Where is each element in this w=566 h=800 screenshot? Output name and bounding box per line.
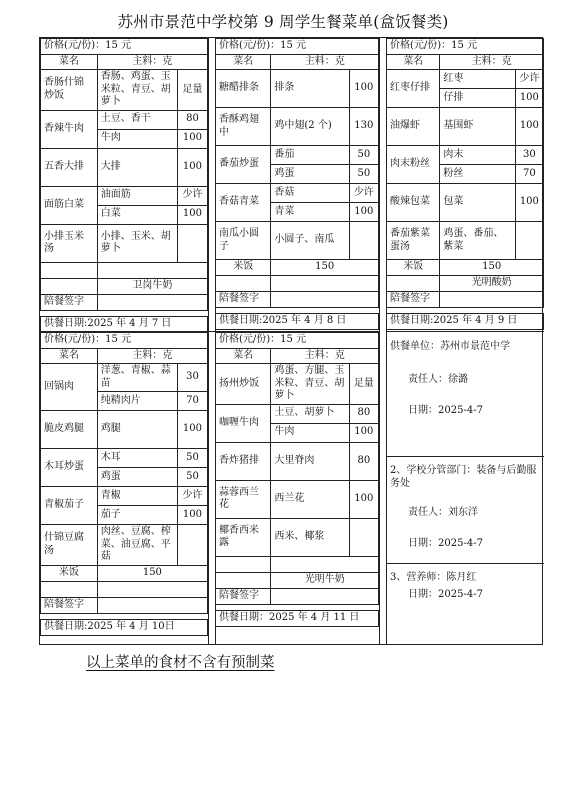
dish-row	[216, 146, 379, 165]
ingredient-qty: 100	[515, 108, 543, 146]
dish-row	[41, 487, 208, 506]
dish-name: 扬州炒饭	[216, 364, 271, 405]
day-block	[40, 38, 208, 333]
ingredient-qty	[349, 222, 378, 260]
dish-row	[387, 184, 544, 222]
drink-name: 卫岗牛奶	[97, 278, 207, 294]
day-menu-table	[215, 332, 379, 627]
dish-name: 糖醋排条	[216, 70, 271, 108]
tableware-signature-field	[97, 294, 207, 310]
dish-name: 酸辣包菜	[387, 184, 440, 222]
dish-row	[387, 108, 544, 146]
ingredient: 土豆、香干	[97, 110, 177, 129]
price-label: 价格(元/份)：15 元	[216, 39, 379, 55]
ingredient: 大排	[97, 148, 177, 186]
ingredient: 青椒	[97, 487, 177, 506]
ingredient: 小圆子、南瓜	[271, 222, 349, 260]
dish-name: 香肠什锦炒饭	[41, 70, 98, 111]
ingredient-qty: 80	[177, 110, 207, 129]
service-date: 供餐日期：2025 年 4 月 11 日	[216, 610, 379, 626]
column-divider	[208, 38, 209, 644]
drink-spacer	[41, 278, 98, 294]
tableware-signature-field	[271, 588, 379, 604]
ingredient-qty: 100	[515, 89, 543, 108]
ingredient: 鸡蛋、番茄、紫菜	[440, 222, 515, 260]
ingredients-header: 主料：克	[440, 54, 544, 70]
dish-row	[41, 449, 208, 468]
ingredient-qty: 100	[349, 70, 378, 108]
page-title: 苏州市景范中学校第 9 周学生餐菜单(盒饭餐类)	[117, 13, 449, 31]
dish-name: 油爆虾	[387, 108, 440, 146]
dish-row	[216, 70, 379, 108]
ingredient-qty: 足量	[177, 70, 207, 111]
ingredient-qty: 50	[349, 165, 378, 184]
drink-name	[271, 276, 379, 292]
ingredient-qty	[515, 222, 543, 260]
ingredient: 白菜	[97, 205, 177, 224]
dish-row	[387, 222, 544, 260]
ingredients-header: 主料：克	[271, 348, 379, 364]
ingredient: 肉丝、豆腐、榨菜、油豆腐、平菇	[97, 525, 177, 566]
supplier-date: 日期：2025-4-7	[408, 405, 483, 416]
tableware-signature-field	[271, 292, 379, 308]
service-date: 供餐日期:2025 年 4 月 9 日	[387, 314, 544, 330]
ingredient: 洋葱、青椒、蒜苗	[97, 364, 177, 392]
ingredient: 肉末	[440, 146, 515, 165]
rice-weight	[271, 556, 379, 572]
ingredient: 大里脊肉	[271, 442, 349, 480]
rice-label	[41, 262, 98, 278]
service-date: 供餐日期:2025 年 4 月 7 日	[41, 316, 208, 332]
rice-label: 米饭	[387, 260, 440, 276]
department-name: 2、学校分管部门：装备与后勤服务处	[390, 465, 537, 489]
ingredient-qty: 少许	[349, 184, 378, 203]
dish-row	[41, 110, 208, 129]
ingredient-qty: 70	[515, 165, 543, 184]
dish-row	[41, 411, 208, 449]
ingredient-qty	[177, 224, 207, 262]
menu-grid	[39, 37, 543, 645]
ingredients-header: 主料：克	[271, 54, 379, 70]
dish-row	[216, 108, 379, 146]
ingredient: 西米、椰浆	[271, 518, 349, 556]
dish-name: 青椒茄子	[41, 487, 98, 525]
ingredient-qty: 100	[349, 480, 378, 518]
dish-name: 什锦豆腐汤	[41, 525, 98, 566]
ingredient-qty: 80	[349, 442, 378, 480]
ingredient-qty: 100	[515, 184, 543, 222]
ingredient-qty	[349, 518, 378, 556]
ingredient: 青菜	[271, 203, 349, 222]
ingredient-qty: 少许	[515, 70, 543, 89]
ingredient: 排条	[271, 70, 349, 108]
rice-label: 米饭	[41, 565, 98, 581]
day-menu-table	[40, 38, 208, 333]
ingredients-header: 主料：克	[97, 54, 207, 70]
rice-label: 米饭	[216, 260, 271, 276]
ingredient: 油面筋	[97, 186, 177, 205]
day-menu-table	[215, 38, 379, 330]
dish-name-header: 菜名	[41, 348, 98, 364]
nutritionist-info	[390, 571, 540, 601]
rice-weight	[97, 262, 207, 278]
ingredient: 基围虾	[440, 108, 515, 146]
drink-name: 光明酸奶	[440, 276, 544, 292]
dish-name-header: 菜名	[387, 54, 440, 70]
row-divider	[386, 563, 544, 564]
ingredient: 小排、玉米、胡萝卜	[97, 224, 177, 262]
ingredient: 土豆、胡萝卜	[271, 404, 349, 423]
ingredient: 西兰花	[271, 480, 349, 518]
department-info	[390, 464, 540, 550]
day-block	[386, 38, 544, 330]
ingredient-qty	[177, 525, 207, 566]
ingredient-qty: 100	[349, 423, 378, 442]
ingredient: 香菇	[271, 184, 349, 203]
ingredient-qty: 100	[177, 129, 207, 148]
ingredient-qty: 50	[177, 449, 207, 468]
price-label: 价格(元/份)：15 元	[387, 39, 544, 55]
dish-name: 南瓜小圆子	[216, 222, 271, 260]
dish-row	[216, 442, 379, 480]
ingredient-qty: 70	[177, 392, 207, 411]
dish-row	[216, 480, 379, 518]
drink-spacer	[216, 276, 271, 292]
nutritionist-name: 3、营养师：陈月红	[390, 572, 477, 583]
ingredient-qty: 130	[349, 108, 378, 146]
dish-row	[41, 364, 208, 392]
dish-name: 面筋白菜	[41, 186, 98, 224]
ingredient: 香肠、鸡蛋、玉米粒、青豆、胡萝卜	[97, 70, 177, 111]
ingredient: 鸡蛋	[271, 165, 349, 184]
service-date: 供餐日期:2025 年 4 月 10日	[41, 619, 208, 635]
supplier-name: 供餐单位：苏州市景范中学	[390, 341, 510, 352]
ingredient-qty: 50	[349, 146, 378, 165]
rice-label	[216, 556, 271, 572]
footer-note: 以上菜单的食材不含有预制菜	[86, 655, 275, 671]
price-label: 价格(元/份)：15 元	[41, 333, 208, 349]
rice-weight: 150	[97, 565, 207, 581]
dish-row	[216, 222, 379, 260]
dish-row	[41, 148, 208, 186]
column-divider	[379, 38, 380, 644]
dish-row	[216, 404, 379, 423]
price-label: 价格(元/份)：15 元	[41, 39, 208, 55]
tableware-signature-label: 陪餐签字	[216, 292, 271, 308]
tableware-signature-field	[440, 292, 544, 308]
ingredient: 纯精肉片	[97, 392, 177, 411]
price-label: 价格(元/份)：15 元	[216, 333, 379, 349]
row-divider	[386, 456, 544, 457]
service-date: 供餐日期:2025 年 4 月 8 日	[216, 314, 379, 330]
ingredient-qty: 80	[349, 404, 378, 423]
ingredient-qty: 30	[177, 364, 207, 392]
rice-weight: 150	[440, 260, 544, 276]
dish-name-header: 菜名	[216, 54, 271, 70]
ingredient: 红枣	[440, 70, 515, 89]
day-block	[40, 332, 208, 636]
ingredient-qty: 50	[177, 468, 207, 487]
ingredient-qty: 100	[177, 148, 207, 186]
day-block	[215, 332, 379, 627]
dish-name: 香酥鸡翅中	[216, 108, 271, 146]
dish-row	[216, 184, 379, 203]
dish-name-header: 菜名	[41, 54, 98, 70]
dish-row	[41, 224, 208, 262]
dish-name: 番茄炒蛋	[216, 146, 271, 184]
ingredient-qty: 100	[177, 411, 207, 449]
drink-name	[97, 581, 207, 597]
department-date: 日期：2025-4-7	[408, 538, 483, 549]
rice-weight: 150	[271, 260, 379, 276]
dish-name: 回锅肉	[41, 364, 98, 411]
tableware-signature-label: 陪餐签字	[41, 597, 98, 613]
dish-row	[216, 364, 379, 405]
dish-name: 小排玉米汤	[41, 224, 98, 262]
dish-row	[41, 70, 208, 111]
dish-name: 红枣仔排	[387, 70, 440, 108]
drink-spacer	[216, 572, 271, 588]
ingredient: 牛肉	[97, 129, 177, 148]
ingredients-header: 主料：克	[97, 348, 207, 364]
dish-row	[387, 70, 544, 89]
dish-name: 香菇青菜	[216, 184, 271, 222]
ingredient-qty: 30	[515, 146, 543, 165]
ingredient-qty: 100	[349, 203, 378, 222]
dish-row	[41, 525, 208, 566]
day-menu-table	[386, 38, 544, 330]
ingredient: 仔排	[440, 89, 515, 108]
drink-spacer	[41, 581, 98, 597]
tableware-signature-label: 陪餐签字	[41, 294, 98, 310]
dish-row	[387, 146, 544, 165]
dish-name: 香辣牛肉	[41, 110, 98, 148]
dish-name: 五香大排	[41, 148, 98, 186]
ingredient-qty: 100	[177, 506, 207, 525]
row-divider	[386, 331, 544, 332]
ingredient: 牛肉	[271, 423, 349, 442]
ingredient-qty: 足量	[349, 364, 378, 405]
day-block	[215, 38, 379, 330]
dish-name: 咖喱牛肉	[216, 404, 271, 442]
dish-name: 蒜蓉西兰花	[216, 480, 271, 518]
ingredient-qty: 少许	[177, 487, 207, 506]
ingredient: 鸡蛋	[97, 468, 177, 487]
dish-name-header: 菜名	[216, 348, 271, 364]
nutritionist-date: 日期：2025-4-7	[408, 589, 483, 600]
ingredient: 鸡腿	[97, 411, 177, 449]
ingredient: 粉丝	[440, 165, 515, 184]
drink-name: 光明牛奶	[271, 572, 379, 588]
supplier-info	[390, 340, 540, 417]
ingredient: 鸡中翅(2 个)	[271, 108, 349, 146]
drink-spacer	[387, 276, 440, 292]
dish-name: 木耳炒蛋	[41, 449, 98, 487]
dish-name: 香炸猪排	[216, 442, 271, 480]
ingredient: 鸡蛋、方腿、玉米粒、青豆、胡萝卜	[271, 364, 349, 405]
department-person: 责任人：刘东洋	[408, 507, 478, 518]
dish-name: 脆皮鸡腿	[41, 411, 98, 449]
ingredient-qty: 100	[177, 205, 207, 224]
ingredient: 木耳	[97, 449, 177, 468]
day-menu-table	[40, 332, 208, 636]
dish-name: 椰香西米露	[216, 518, 271, 556]
ingredient: 包菜	[440, 184, 515, 222]
tableware-signature-label: 陪餐签字	[387, 292, 440, 308]
supplier-person: 责任人：徐潞	[408, 374, 468, 385]
dish-name: 番茄紫菜蛋汤	[387, 222, 440, 260]
dish-name: 肉末粉丝	[387, 146, 440, 184]
tableware-signature-label: 陪餐签字	[216, 588, 271, 604]
dish-row	[41, 186, 208, 205]
ingredient-qty: 少许	[177, 186, 207, 205]
tableware-signature-field	[97, 597, 207, 613]
ingredient: 番茄	[271, 146, 349, 165]
dish-row	[216, 518, 379, 556]
ingredient: 茄子	[97, 506, 177, 525]
